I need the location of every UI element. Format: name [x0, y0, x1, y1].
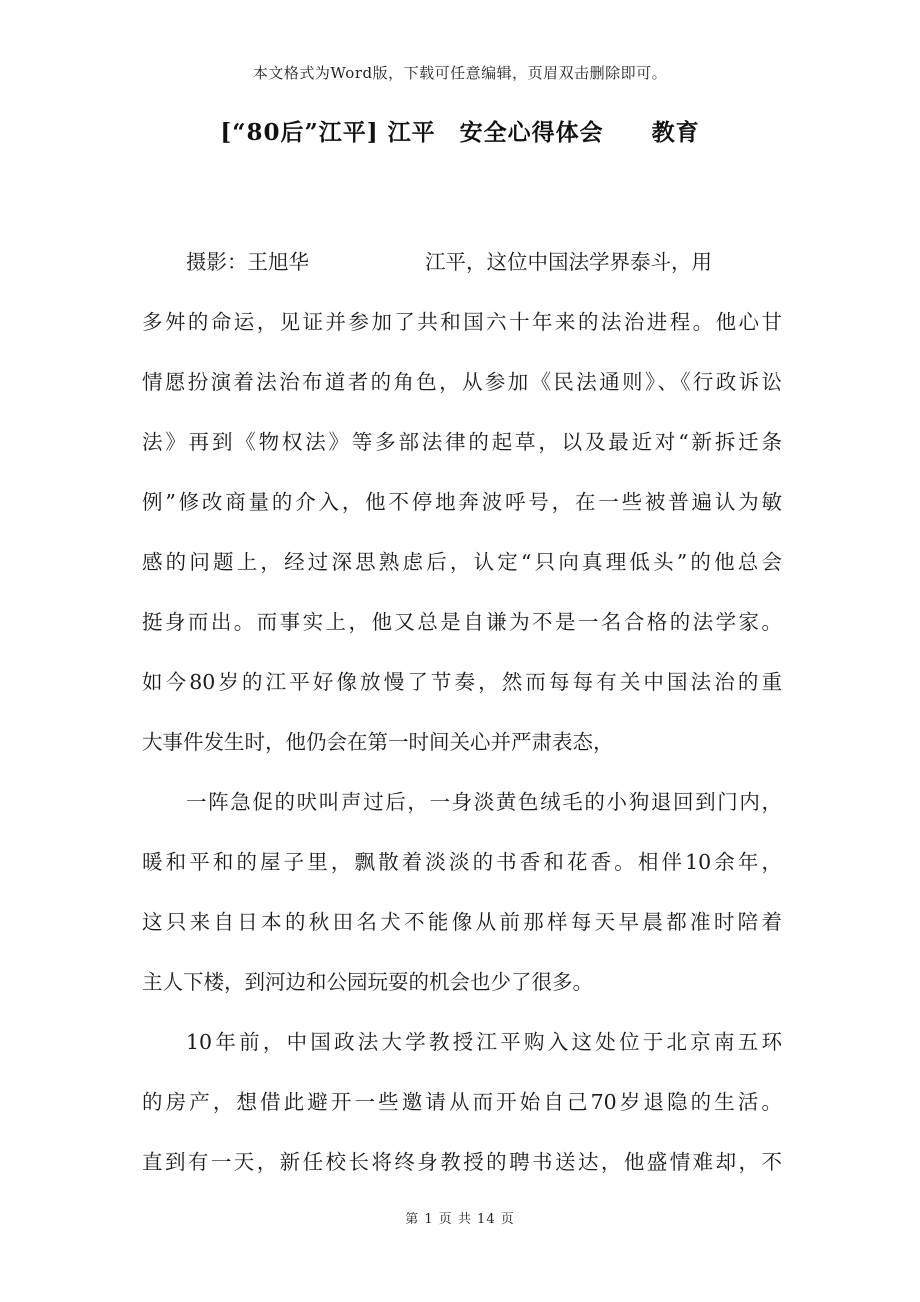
- paragraph-line: 这只来自日本的秋田名犬不能像从前那样每天早晨都准时陪着: [142, 910, 782, 934]
- paragraph-line: 例”修改商量的介入，他不停地奔波呼号，在一些被普遍认为敏: [142, 490, 782, 514]
- paragraph-line: [142, 232, 782, 292]
- paragraph-line: 的房产，想借此避开一些邀请从而开始自己70岁退隐的生活。: [142, 1090, 782, 1114]
- paragraph-line: 多舛的命运，见证并参加了共和国六十年来的法治进程。他心甘: [142, 310, 782, 334]
- document-title: [“80后”江平] 江平 安全心得体会 教育: [220, 119, 700, 146]
- article-body: [142, 232, 782, 1192]
- paragraph-line: 感的问题上，经过深思熟虑后，认定“只向真理低头”的他总会: [142, 550, 782, 574]
- paragraph-line: 暖和平和的屋子里，飘散着淡淡的书香和花香。相伴10余年，: [142, 850, 782, 874]
- paragraph-line: 大事件发生时，他仍会在第一时间关心并严肃表态，: [142, 730, 614, 754]
- header-note: 本文格式为Word版，下载可任意编辑，页眉双击删除即可。: [252, 64, 668, 82]
- paragraph-line: 主人下楼，到河边和公园玩耍的机会也少了很多。: [142, 970, 593, 994]
- photo-credit: 摄影：王旭华: [186, 250, 309, 274]
- paragraph-line: 10年前，中国政法大学教授江平购入这处位于北京南五环: [186, 1030, 782, 1054]
- paragraph-line: 挺身而出。而事实上，他又总是自谦为不是一名合格的法学家。: [142, 610, 782, 634]
- paragraph-line: 情愿扮演着法治布道者的角色，从参加《民法通则》、《行政诉讼: [142, 370, 782, 394]
- paragraph-line: 如今80岁的江平好像放慢了节奏，然而每每有关中国法治的重: [142, 670, 782, 694]
- paragraph-line: 直到有一天，新任校长将终身教授的聘书送达，他盛情难却，不: [142, 1150, 782, 1174]
- paragraph-line: 法》再到《物权法》等多部法律的起草，以及最近对“新拆迁条: [142, 430, 782, 454]
- paragraph-line-text: 江平，这位中国法学界泰斗，用: [425, 250, 712, 274]
- page-footer: 第 1 页 共 14 页: [405, 1212, 515, 1227]
- paragraph-line: 一阵急促的吠叫声过后，一身淡黄色绒毛的小狗退回到门内，: [186, 790, 782, 814]
